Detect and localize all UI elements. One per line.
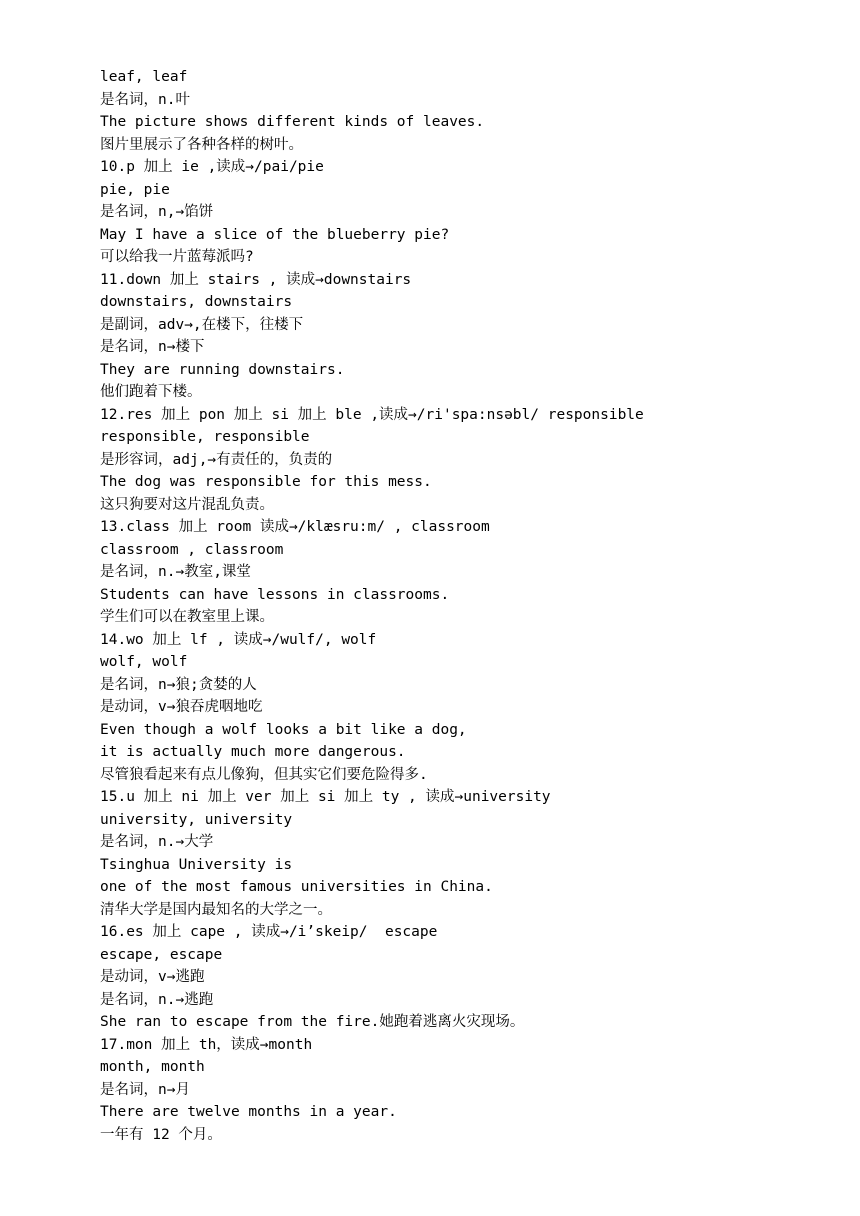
text-line: wolf, wolf <box>100 654 188 670</box>
text-line: 是名词，n.→教室,课堂 <box>100 564 251 580</box>
text-line: 是动词，v→逃跑 <box>100 969 205 985</box>
text-line: 是名词，n.→逃跑 <box>100 991 214 1008</box>
text-line: 图片里展示了各种各样的树叶。 <box>100 136 303 153</box>
text-line: 是形容词，adj,→有责任的，负责的 <box>100 451 333 468</box>
text-line: it is actually much more dangerous. <box>100 744 406 760</box>
text-line: 10.p 加上 ie ,读成→/pai/pie <box>100 159 324 175</box>
text-line: 可以给我一片蓝莓派吗? <box>100 249 254 265</box>
text-line: 一年有 12 个月。 <box>100 1126 222 1143</box>
text-line: They are running downstairs. <box>100 361 345 378</box>
text-line: 17.mon 加上 th，读成→month <box>100 1036 313 1053</box>
text-line: leaf, leaf <box>100 69 188 85</box>
text-line: 是名词，n.叶 <box>100 91 190 108</box>
text-line: responsible, responsible <box>100 429 310 445</box>
text-line: pie, pie <box>100 181 170 198</box>
text-line: 尽管狼看起来有点儿像狗，但其实它们要危险得多. <box>100 766 428 783</box>
text-line: one of the most famous universities in China. <box>100 879 493 895</box>
text-line: downstairs, downstairs <box>100 294 293 310</box>
text-line: May I have a slice of the blueberry pie? <box>100 226 450 243</box>
text-line: 是名词，n→狼;贪婪的人 <box>100 676 257 693</box>
text-line: 是名词，n→月 <box>100 1081 190 1098</box>
text-line: 16.es 加上 cape , 读成→/i’skeip/ escape <box>100 924 438 940</box>
text-line: 是名词，n.→大学 <box>100 834 214 850</box>
text-line: Tsinghua University is <box>100 856 293 873</box>
text-line: 12.res 加上 pon 加上 si 加上 ble ,读成→/ri'spa:nsəbl/ responsible <box>100 406 644 423</box>
text-line: 14.wo 加上 lf , 读成→/wulf/, wolf <box>100 631 377 648</box>
text-line: 学生们可以在教室里上课。 <box>100 609 274 625</box>
text-line: Even though a wolf looks a bit like a dog, <box>100 721 467 738</box>
text-line: There are twelve months in a year. <box>100 1104 397 1120</box>
text-line: 是名词，n,→馅饼 <box>100 204 214 220</box>
text-line: 这只狗要对这片混乱负责。 <box>100 496 274 513</box>
text-line: 11.down 加上 stairs , 读成→downstairs <box>100 271 412 288</box>
text-line: month, month <box>100 1059 205 1075</box>
text-line: 是动词，v→狼吞虎咽地吃 <box>100 699 263 715</box>
text-line: Students can have lessons in classrooms. <box>100 586 450 603</box>
document-page <box>100 66 840 1146</box>
text-line: 是副词，adv→,在楼下，往楼下 <box>100 316 304 333</box>
text-line: 他们跑着下楼。 <box>100 384 202 400</box>
text-line: The dog was responsible for this mess. <box>100 474 432 490</box>
text-line: The picture shows different kinds of leaves. <box>100 114 485 130</box>
text-line: She ran to escape from the fire.她跑着逃离火灾现场。 <box>100 1014 525 1030</box>
text-line: university, university <box>100 811 293 828</box>
text-line: escape, escape <box>100 946 223 963</box>
text-line: 清华大学是国内最知名的大学之一。 <box>100 901 332 918</box>
text-line: 15.u 加上 ni 加上 ver 加上 si 加上 ty , 读成→university <box>100 789 551 805</box>
text-line: 是名词，n→楼下 <box>100 339 205 355</box>
text-line: classroom , classroom <box>100 541 284 558</box>
text-line: 13.class 加上 room 读成→/klæsru:m/ , classroom <box>100 519 490 535</box>
